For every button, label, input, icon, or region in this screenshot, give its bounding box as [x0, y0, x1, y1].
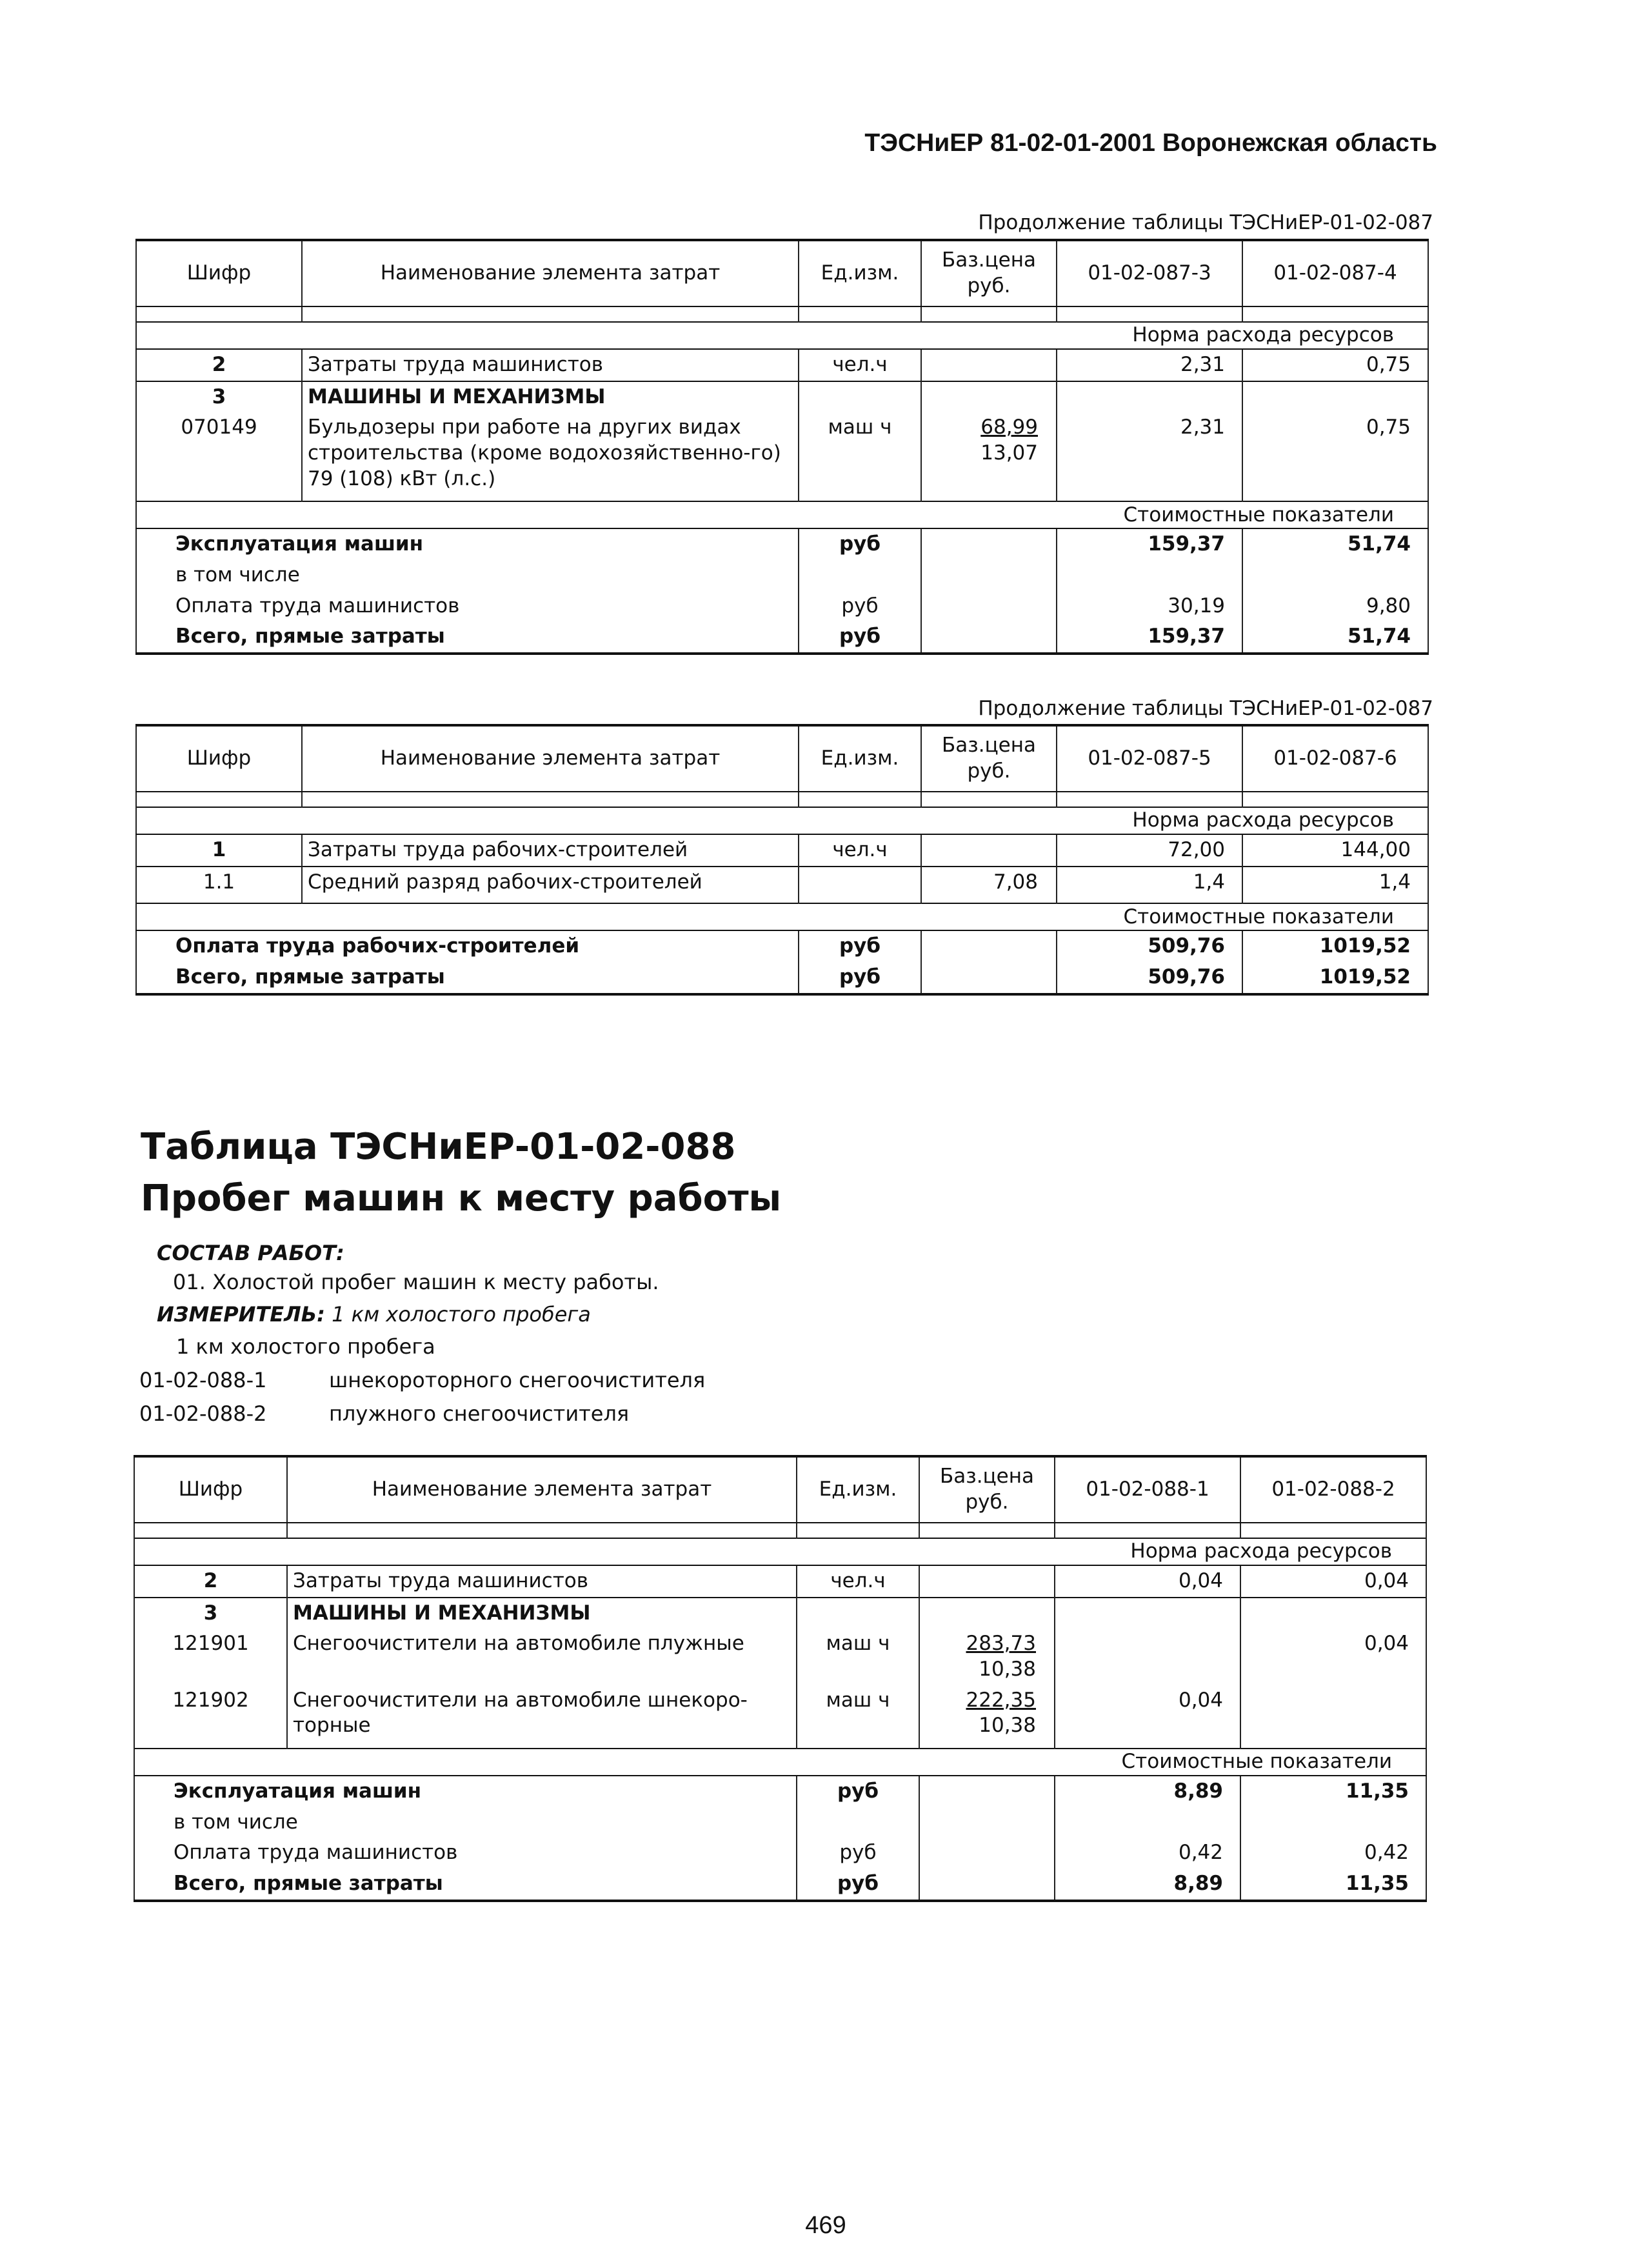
norm-band: Норма расхода ресурсов — [134, 1538, 1426, 1565]
norm-band: Норма расхода ресурсов — [136, 807, 1428, 834]
variant-text: плужного снегоочистителя — [329, 1401, 630, 1426]
summary-row: Эксплуатация машин руб 159,37 51,74 — [136, 528, 1428, 560]
summary-row: в том числе — [134, 1807, 1426, 1838]
table1-continuation: Продолжение таблицы ТЭСНиЕР-01-02-087 — [978, 211, 1433, 234]
table1-header-row — [136, 240, 1428, 306]
variant-code: 01-02-088-1 — [139, 1368, 267, 1392]
section-subtitle: Пробег машин к месту работы — [141, 1178, 782, 1219]
table-row: 1 Затраты труда рабочих-строителей чел.ч 72,00 144,00 — [136, 834, 1428, 867]
header-col-2: 01-02-088-2 — [1240, 1456, 1426, 1523]
summary-row: Оплата труда машинистов руб 0,42 0,42 — [134, 1838, 1426, 1869]
header-col-1: 01-02-087-5 — [1057, 725, 1242, 792]
variant-code: 01-02-088-2 — [139, 1401, 267, 1426]
header-price: Баз.цена руб. — [921, 240, 1057, 306]
table2 — [135, 724, 1429, 996]
table2-continuation: Продолжение таблицы ТЭСНиЕР-01-02-087 — [978, 697, 1433, 720]
header-name: Наименование элемента затрат — [287, 1456, 797, 1523]
table3-header-row — [134, 1456, 1426, 1523]
summary-row: в том числе — [136, 560, 1428, 591]
cost-band: Стоимостные показатели — [134, 1749, 1426, 1776]
summary-row: Всего, прямые затраты руб 159,37 51,74 — [136, 621, 1428, 654]
table2-header-row — [136, 725, 1428, 792]
header-col-2: 01-02-087-6 — [1242, 725, 1428, 792]
header-code: Шифр — [136, 725, 302, 792]
table1 — [135, 239, 1429, 655]
summary-row: Оплата труда машинистов руб 30,19 9,80 — [136, 591, 1428, 622]
cost-band: Стоимостные показатели — [136, 903, 1428, 930]
table-row: 121902 Снегоочистители на автомобиле шнекоро-торные маш ч 222,35 10,38 0,04 — [134, 1685, 1426, 1749]
cost-band: Стоимостные показатели — [136, 501, 1428, 528]
table-row: 1.1 Средний разряд рабочих-строителей 7,08 1,4 1,4 — [136, 867, 1428, 904]
work-item: 01. Холостой пробег машин к месту работы. — [173, 1270, 659, 1294]
table-row: 2 Затраты труда машинистов чел.ч 2,31 0,75 — [136, 349, 1428, 381]
header-price: Баз.цена руб. — [919, 1456, 1055, 1523]
header-name: Наименование элемента затрат — [302, 725, 799, 792]
running-head: ТЭСНиЕР 81-02-01-2001 Воронежская область — [864, 129, 1437, 157]
header-name: Наименование элемента затрат — [302, 240, 799, 306]
header-price: Баз.цена руб. — [921, 725, 1057, 792]
work-label: СОСТАВ РАБОТ: — [157, 1241, 344, 1265]
summary-row: Эксплуатация машин руб 8,89 11,35 — [134, 1776, 1426, 1807]
header-unit: Ед.изм. — [797, 1456, 919, 1523]
header-unit: Ед.изм. — [799, 240, 921, 306]
header-unit: Ед.изм. — [799, 725, 921, 792]
header-col-1: 01-02-087-3 — [1057, 240, 1242, 306]
meter-line: ИЗМЕРИТЕЛЬ: 1 км холостого пробега — [157, 1302, 591, 1327]
header-code: Шифр — [136, 240, 302, 306]
header-col-2: 01-02-087-4 — [1242, 240, 1428, 306]
summary-row: Всего, прямые затраты руб 8,89 11,35 — [134, 1869, 1426, 1901]
unit-line: 1 км холостого пробега — [176, 1334, 435, 1359]
norm-band: Норма расхода ресурсов — [136, 322, 1428, 349]
table3 — [134, 1455, 1427, 1902]
summary-row: Всего, прямые затраты руб 509,76 1019,52 — [136, 962, 1428, 994]
table-row: 3 МАШИНЫ И МЕХАНИЗМЫ — [134, 1598, 1426, 1629]
section-title: Таблица ТЭСНиЕР-01-02-088 — [141, 1126, 736, 1168]
table-row: 2 Затраты труда машинистов чел.ч 0,04 0,04 — [134, 1565, 1426, 1598]
variant-text: шнекороторного снегоочистителя — [329, 1368, 706, 1392]
header-col-1: 01-02-088-1 — [1055, 1456, 1240, 1523]
table-row: 070149 Бульдозеры при работе на других видах строительства (кроме водохозяйственно-го) 79 (108) кВт (л.с.) маш ч 68,99 13,07 2,31 0,75 — [136, 412, 1428, 501]
summary-row: Оплата труда рабочих-строителей руб 509,76 1019,52 — [136, 930, 1428, 962]
table-row: 3 МАШИНЫ И МЕХАНИЗМЫ — [136, 381, 1428, 413]
header-code: Шифр — [134, 1456, 287, 1523]
page-number: 469 — [805, 2212, 846, 2239]
table-row: 121901 Снегоочистители на автомобиле плужные маш ч 283,73 10,38 0,04 — [134, 1629, 1426, 1685]
